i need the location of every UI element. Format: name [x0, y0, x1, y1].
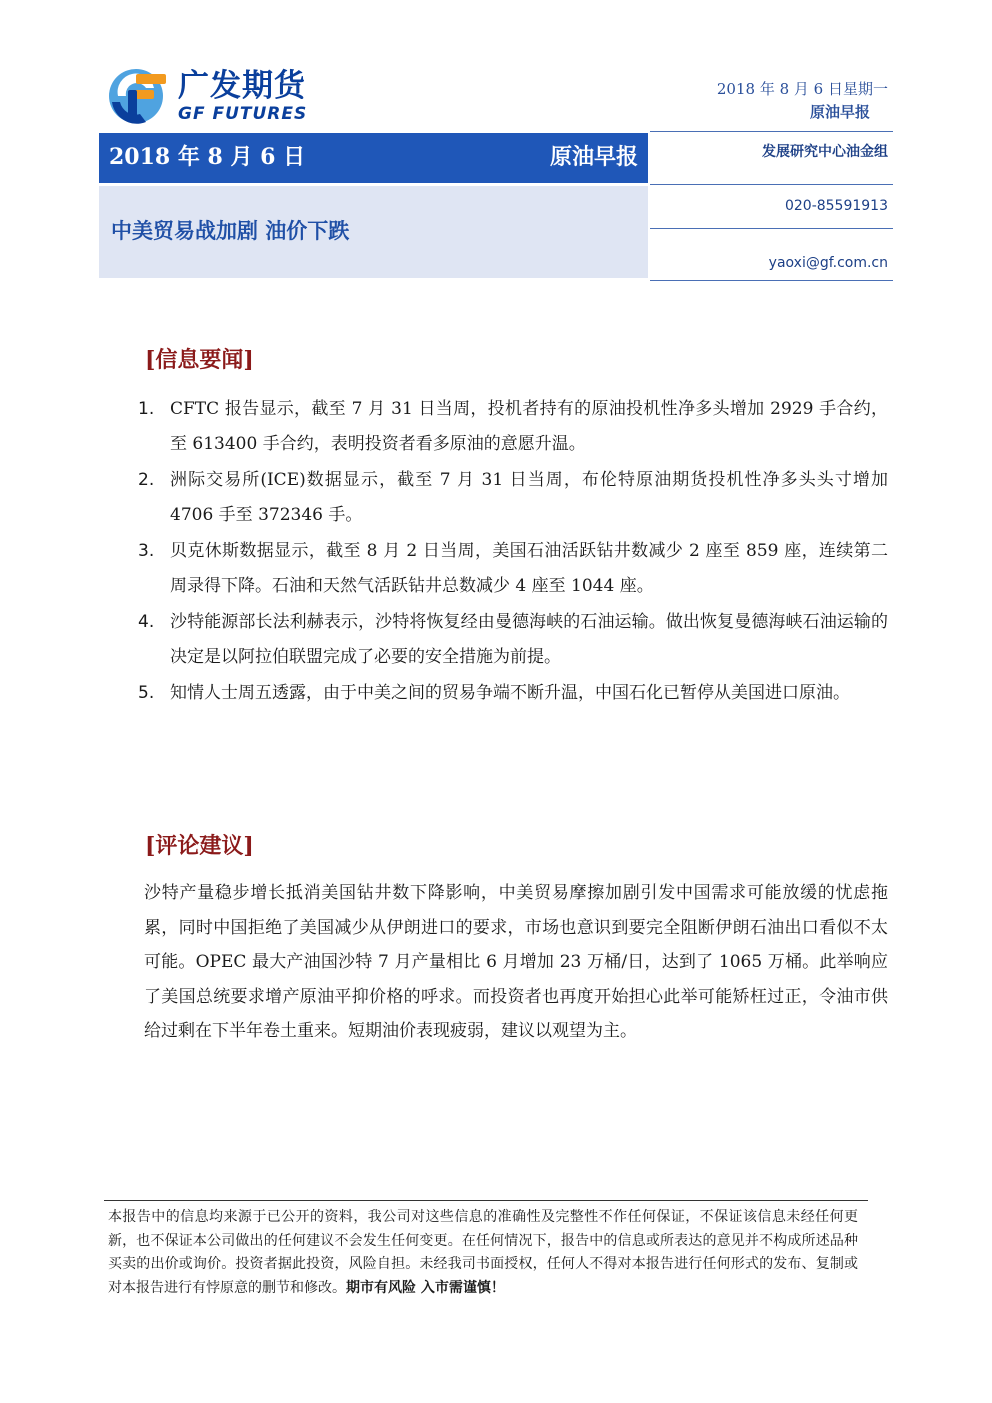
- logo-name-cn: 广发期货: [178, 68, 306, 104]
- company-logo: [106, 66, 356, 126]
- report-headline: 中美贸易战加剧 油价下跌: [111, 218, 350, 243]
- list-item: [138, 463, 898, 533]
- header-divider: [650, 131, 893, 132]
- list-item: [138, 534, 898, 604]
- banner-report-type: 原油早报: [549, 144, 638, 170]
- list-item-number: 1.: [138, 399, 155, 419]
- gf-logo-icon: [106, 66, 172, 126]
- list-item-text: 贝克休斯数据显示，截至 8 月 2 日当周，美国石油活跃钻井数减少 2 座至 859 座，连续第二周录得下降。石油和天然气活跃钻井总数减少 4 座至 1044 座。: [170, 541, 888, 596]
- header-divider: [650, 280, 893, 281]
- header-report-type: 原油早报: [809, 103, 870, 121]
- banner-date: 2018 年 8 月 6 日: [109, 144, 306, 170]
- disclaimer: [108, 1206, 858, 1300]
- list-item-number: 3.: [138, 541, 155, 561]
- list-item-text: 洲际交易所(ICE)数据显示，截至 7 月 31 日当周，布伦特原油期货投机性净多头头寸增加 4706 手至 372346 手。: [170, 470, 888, 525]
- risk-warning: 期市有风险 入市需谨慎！: [346, 1279, 505, 1296]
- list-item-number: 2.: [138, 470, 155, 490]
- headline-box: [99, 186, 648, 278]
- list-item-text: CFTC 报告显示，截至 7 月 31 日当周，投机者持有的原油投机性净多头增加 2929 手合约，至 613400 手合约，表明投资者看多原油的意愿升温。: [170, 399, 888, 454]
- title-banner: [99, 133, 648, 183]
- disclaimer-text: 本报告中的信息均来源于已公开的资料，我公司对这些信息的准确性及完整性不作任何保证，不保证该信息未经任何更新，也不保证本公司做出的任何建议不会发生任何变更。在任何情况下，报告中的信息或所表达的意见并不构成所述品种买卖的出价或询价。投资者据此投资，风险自担。未经我司书面授权，任何人不得对本报告进行任何形式的发布、复制或对本报告进行有悖原意的删节和修改。: [108, 1209, 858, 1296]
- list-item: [138, 605, 898, 675]
- list-item-text: 沙特能源部长法利赫表示，沙特将恢复经由曼德海峡的石油运输。做出恢复曼德海峡石油运输的决定是以阿拉伯联盟完成了必要的安全措施为前提。: [170, 612, 888, 667]
- list-item-number: 5.: [138, 683, 155, 703]
- header-date: 2018 年 8 月 6 日星期一: [716, 80, 888, 98]
- list-item: [138, 676, 898, 711]
- header-divider: [650, 228, 893, 229]
- comment-paragraph: 沙特产量稳步增长抵消美国钻井数下降影响，中美贸易摩擦加剧引发中国需求可能放缓的忧虑拖累，同时中国拒绝了美国减少从伊朗进口的要求，市场也意识到要完全阻断伊朗石油出口看似不太可能。OPEC 最大产油国沙特 7 月产量相比 6 月增加 23 万桶/日，达到了 1065 万桶。此举响应了美国总统要求增产原油平抑价格的呼求。而投资者也再度开始担心此举可能矫枉过正，令油市供给过剩在下半年卷土重来。短期油价表现疲弱，建议以观望为主。: [144, 883, 888, 1041]
- section-title-comment: [评论建议]: [145, 833, 254, 859]
- header-phone: 020-85591913: [784, 198, 888, 214]
- header-team: 发展研究中心油金组: [762, 144, 888, 160]
- disclaimer-divider: [104, 1200, 868, 1201]
- list-item-text: 知情人士周五透露，由于中美之间的贸易争端不断升温，中国石化已暂停从美国进口原油。: [170, 683, 850, 703]
- list-item-number: 4.: [138, 612, 155, 632]
- section-title-news: [信息要闻]: [145, 347, 254, 373]
- list-item: [138, 392, 898, 462]
- header-email[interactable]: yaoxi@gf.com.cn: [768, 255, 888, 271]
- logo-name-en: GF FUTURES: [178, 104, 308, 124]
- header-divider: [650, 184, 893, 185]
- news-list: [138, 392, 898, 712]
